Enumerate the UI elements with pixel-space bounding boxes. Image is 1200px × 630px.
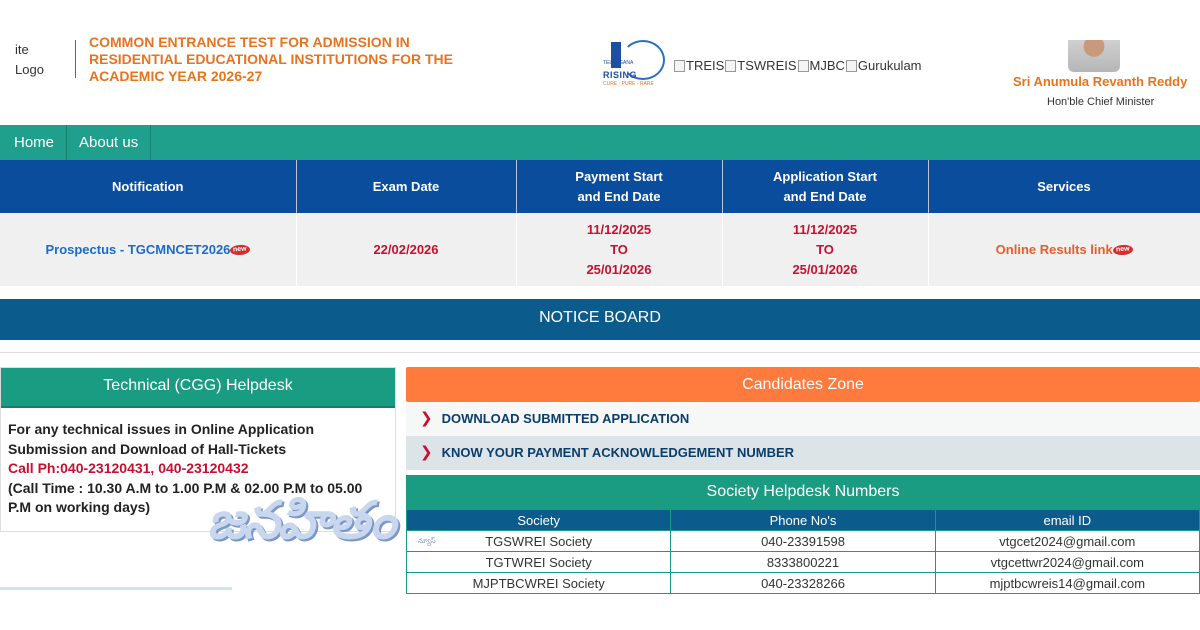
- download-application-label: DOWNLOAD SUBMITTED APPLICATION: [441, 411, 690, 426]
- society-helpdesk-table: [406, 509, 1200, 594]
- rising-line2: RISING: [603, 70, 638, 80]
- tech-helpdesk-hours: (Call Time : 10.30 A.M to 1.00 P.M & 02.00 P.M to 05.00 P.M on working days): [8, 479, 363, 515]
- society-phone: 040-23328266: [671, 573, 935, 594]
- society-name: TGSWREI Society: [407, 531, 671, 552]
- application-to: TO: [816, 241, 834, 257]
- society-helpdesk-title: Society Helpdesk Numbers: [406, 475, 1200, 509]
- society-email[interactable]: vtgcettwr2024@gmail.com: [935, 552, 1199, 573]
- site-header: [0, 0, 1200, 125]
- header-notification: Notification: [0, 160, 296, 213]
- cm-title: Hon'ble Chief Minister: [1047, 96, 1155, 108]
- society-name: MJPTBCWREI Society: [407, 573, 671, 594]
- partner-logo-gurukulam[interactable]: Gurukulam: [846, 58, 922, 73]
- col-email: email ID: [935, 510, 1199, 531]
- services-cell[interactable]: [928, 213, 1200, 286]
- chevron-right-icon: ❯: [420, 444, 433, 461]
- rising-tagline: CURE · PURE · RARE: [603, 81, 654, 87]
- tech-helpdesk-phone: Call Ph:040-23120431, 040-23120432: [8, 460, 249, 476]
- tech-helpdesk-title: Technical (CGG) Helpdesk: [1, 368, 395, 408]
- col-society: Society: [407, 510, 671, 531]
- candidates-zone-title: Candidates Zone: [406, 367, 1200, 402]
- society-email[interactable]: mjptbcwreis14@gmail.com: [935, 573, 1199, 594]
- main-nav: [0, 125, 1200, 160]
- notification-cell[interactable]: [0, 213, 296, 286]
- header-application-dates: [722, 160, 928, 213]
- society-phone: 8333800221: [671, 552, 935, 573]
- site-logo[interactable]: ite Logo: [15, 42, 44, 77]
- schedule-table: [0, 160, 1200, 286]
- tech-helpdesk-desc: For any technical issues in Online Application Submission and Download of Hall-Tickets: [8, 421, 314, 457]
- nav-about-us[interactable]: About us: [67, 125, 151, 160]
- partner-logo-mjbc[interactable]: MJBC: [798, 58, 845, 73]
- table-row: [407, 531, 1200, 552]
- header-services: Services: [928, 160, 1200, 213]
- rising-line1: TELANGANA: [603, 60, 634, 66]
- chevron-right-icon: ❯: [420, 410, 433, 427]
- payment-ack-label: KNOW YOUR PAYMENT ACKNOWLEDGEMENT NUMBER: [441, 445, 795, 460]
- society-header-row: [407, 510, 1200, 531]
- partner-logo-treis[interactable]: TREIS: [674, 58, 724, 73]
- society-phone: 040-23391598: [671, 531, 935, 552]
- online-results-link[interactable]: Online Results link: [995, 241, 1113, 257]
- society-name: TGTWREI Society: [407, 552, 671, 573]
- payment-start: 11/12/2025: [586, 221, 652, 237]
- schedule-row: [0, 213, 1200, 286]
- exam-title: COMMON ENTRANCE TEST FOR ADMISSION IN RESIDENTIAL EDUCATIONAL INSTITUTIONS FOR THE ACADEMIC YEAR 2026-27: [89, 34, 454, 84]
- prospectus-link[interactable]: Prospectus - TGCMNCET2026: [45, 241, 231, 257]
- application-dates-cell: [722, 213, 928, 286]
- new-badge-icon: new: [230, 244, 250, 255]
- cm-photo: [1068, 40, 1120, 72]
- col-phone: Phone No's: [671, 510, 935, 531]
- table-row: [407, 573, 1200, 594]
- download-application-link[interactable]: [406, 402, 1200, 436]
- cm-name: Sri Anumula Revanth Reddy: [1013, 74, 1188, 89]
- payment-to: TO: [610, 241, 628, 257]
- payment-dates-cell: [516, 213, 722, 286]
- partner-logo-tswreis[interactable]: TSWREIS: [725, 58, 796, 73]
- header-exam-date: Exam Date: [296, 160, 516, 213]
- watermark-subtext: న్యూస్: [418, 538, 436, 545]
- header-payment-dates: [516, 160, 722, 213]
- section-divider: [0, 352, 1200, 353]
- payment-end: 25/01/2026: [586, 261, 652, 277]
- exam-date-cell: 22/02/2026: [296, 213, 516, 286]
- payment-ack-link[interactable]: [406, 436, 1200, 470]
- nav-home[interactable]: Home: [0, 125, 67, 160]
- header-payment-dates-label: Payment Start and End Date: [575, 168, 663, 204]
- telangana-rising-logo: [603, 40, 665, 90]
- schedule-header-row: [0, 160, 1200, 213]
- table-row: [407, 552, 1200, 573]
- society-email[interactable]: vtgcet2024@gmail.com: [935, 531, 1199, 552]
- partner-logos: [674, 58, 922, 73]
- header-divider: [75, 40, 76, 78]
- watermark-logo: జనహితం: [207, 490, 395, 551]
- application-end: 25/01/2026: [792, 261, 858, 277]
- decorative-bar: [0, 587, 232, 590]
- header-application-dates-label: Application Start and End Date: [772, 168, 877, 204]
- new-badge-icon: new: [1112, 244, 1132, 255]
- notice-board-bar: NOTICE BOARD: [0, 299, 1200, 340]
- application-start: 11/12/2025: [792, 221, 858, 237]
